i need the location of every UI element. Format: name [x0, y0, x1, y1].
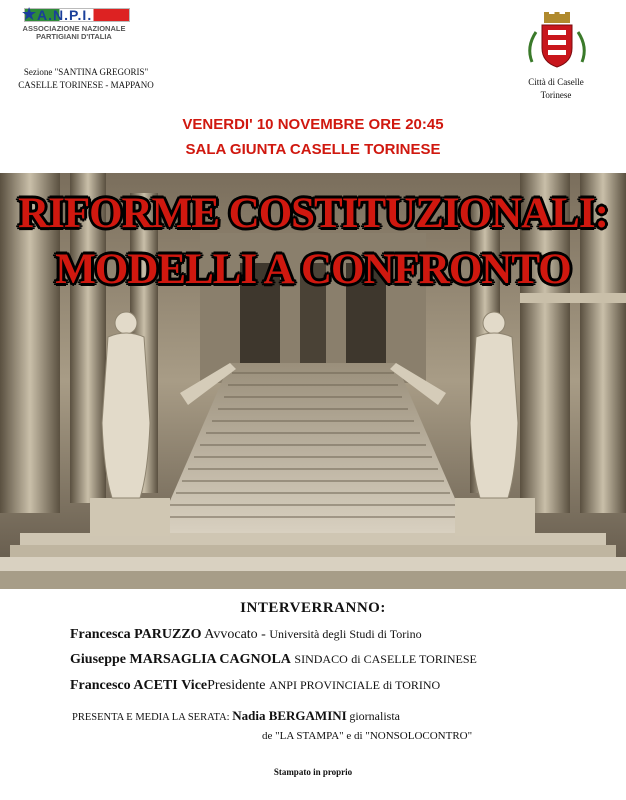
city-name-line-2: Torinese — [540, 90, 572, 100]
speaker-role: Vice — [181, 678, 208, 693]
speaker-affiliation: Università degli Studi di Torino — [269, 627, 422, 641]
city-name-line-1: Città di Caselle — [528, 77, 584, 87]
speaker-affiliation: di CASELLE TORINESE — [351, 652, 477, 666]
title-line-1: RIFORME COSTITUZIONALI: — [18, 190, 608, 237]
statue-left — [102, 312, 150, 498]
event-date-time: VENERDI' 10 NOVEMBRE ORE 20:45 — [182, 116, 444, 133]
association-line-2: PARTIGIANI D'ITALIA — [36, 32, 112, 41]
presenter-row — [72, 708, 400, 724]
title-line-2: MODELLI A CONFRONTO — [55, 246, 571, 293]
speaker-row — [70, 678, 440, 694]
section-line-2: CASELLE TORINESE - MAPPANO — [18, 80, 154, 90]
presenter-label: PRESENTA E MEDIA LA SERATA: — [72, 712, 230, 723]
association-line-1: ASSOCIAZIONE NAZIONALE — [22, 24, 126, 33]
speaker-role: SINDACO — [294, 652, 348, 666]
speaker-role-title: Presidente — [207, 678, 266, 693]
section-line-1: Sezione "SANTINA GREGORIS" — [23, 67, 149, 77]
anpi-logo-letters: A.N.P.I. — [37, 7, 93, 23]
hero-image — [0, 173, 626, 589]
speaker-role: Avvocato - — [204, 627, 270, 642]
city-crest-icon — [522, 12, 592, 72]
star-icon: ★ — [21, 4, 38, 24]
print-note: Stampato in proprio — [273, 767, 353, 777]
speaker-name: Francesco ACETI — [70, 678, 178, 693]
speaker-name: Francesca PARUZZO — [70, 627, 202, 642]
statue-right — [470, 312, 518, 498]
anpi-logo — [14, 4, 134, 41]
speaker-affiliation: ANPI PROVINCIALE di TORINO — [268, 678, 441, 692]
presenter-role: giornalista — [349, 709, 400, 723]
speakers-heading: INTERVERRANNO: — [240, 600, 386, 616]
city-name — [510, 76, 602, 102]
event-place: SALA GIUNTA CASELLE TORINESE — [185, 141, 441, 158]
speaker-row — [70, 627, 422, 643]
presenter-name: Nadia BERGAMINI — [232, 708, 347, 723]
anpi-association-name — [14, 25, 134, 41]
speaker-row — [70, 652, 477, 668]
anpi-flag-icon — [21, 4, 130, 24]
anpi-section — [6, 66, 166, 92]
presenter-affiliation: de "LA STAMPA" e di "NONSOLOCONTRO" — [262, 730, 473, 742]
speaker-name: Giuseppe MARSAGLIA CAGNOLA — [70, 652, 291, 667]
